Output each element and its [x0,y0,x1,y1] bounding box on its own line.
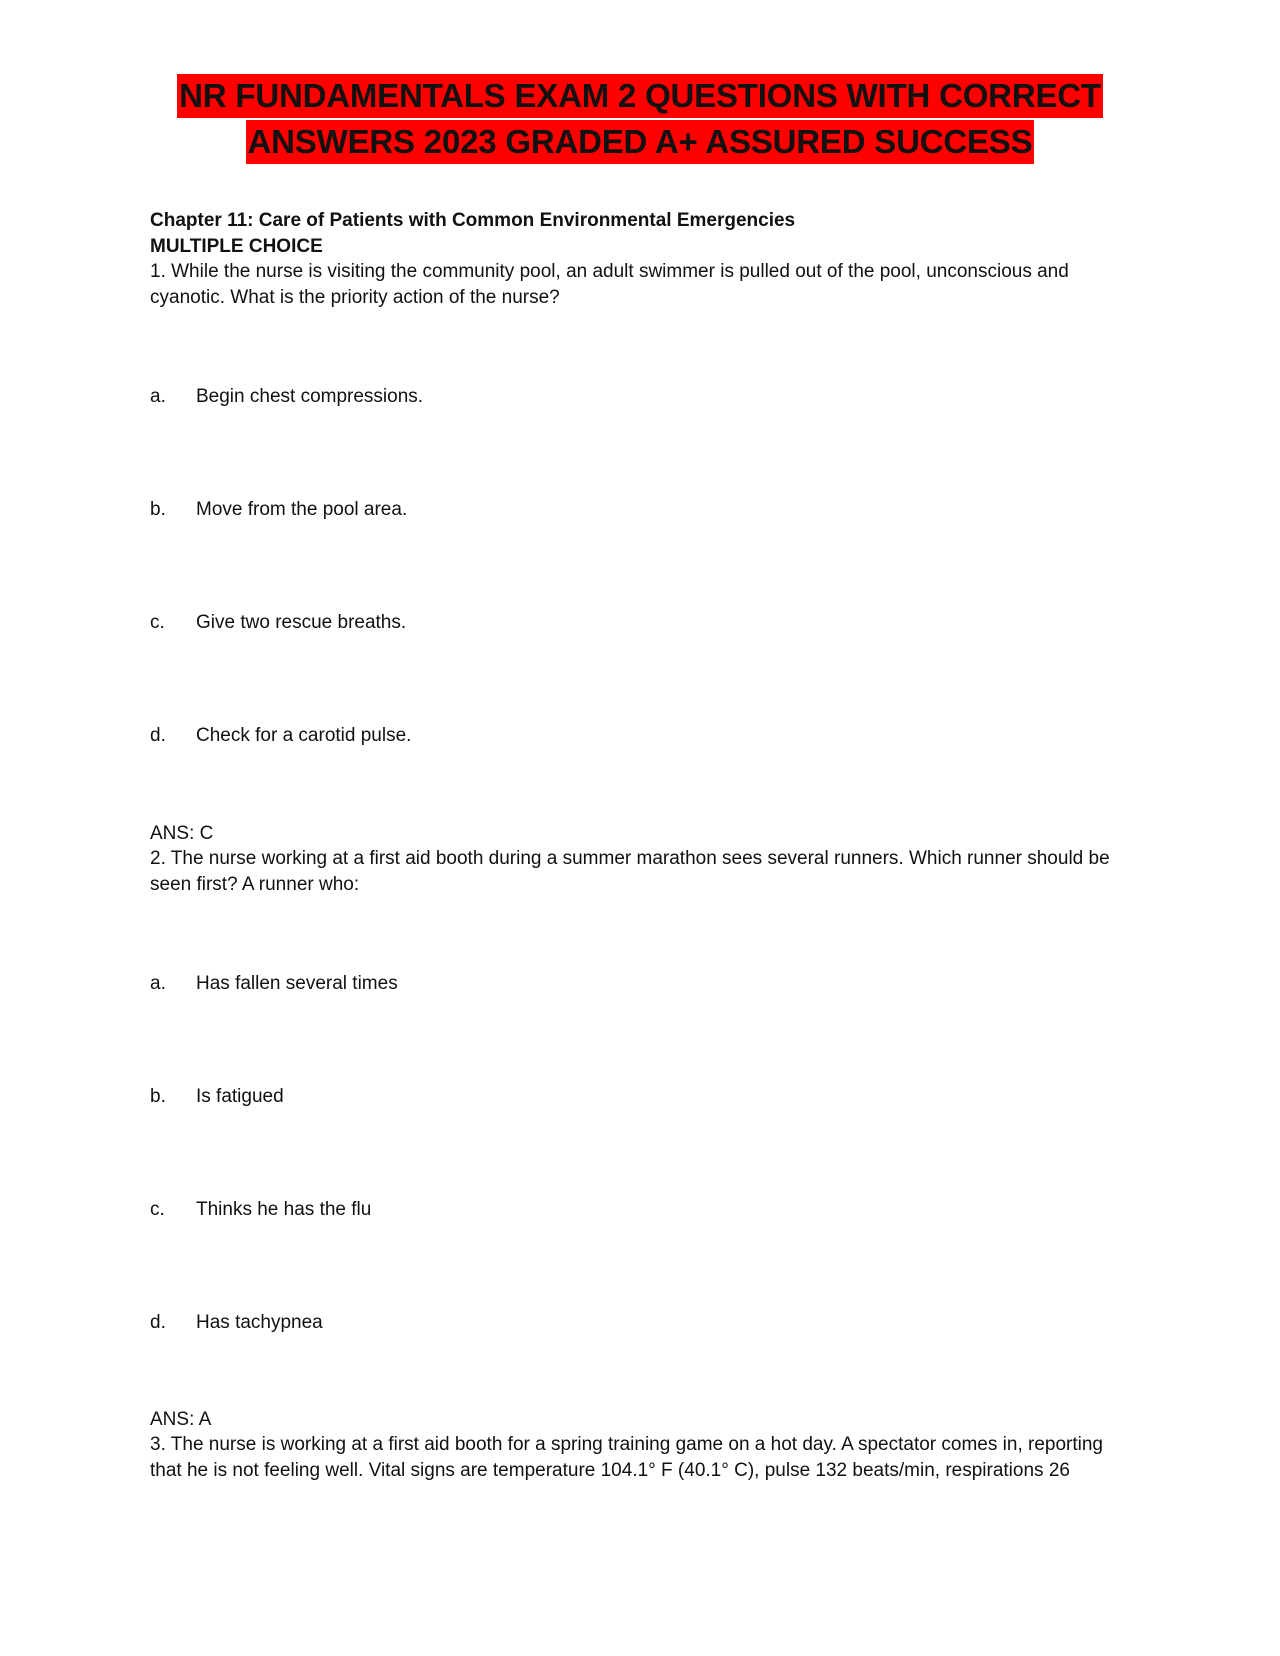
option-letter: a. [150,973,166,994]
option-letter: c. [150,1199,165,1220]
option-text: Has fallen several times [196,973,398,994]
option-text: Move from the pool area. [196,499,408,520]
question-1-option-a [150,384,423,410]
option-text: Check for a carotid pulse. [196,725,412,746]
document-title [0,74,1280,164]
question-2-option-c [150,1197,371,1223]
question-2-option-b [150,1084,284,1110]
question-1-option-c [150,610,406,636]
option-text: Begin chest compressions. [196,386,424,407]
title-line-2: ANSWERS 2023 GRADED A+ ASSURED SUCCESS [246,120,1035,164]
section-heading: MULTIPLE CHOICE [150,236,323,257]
option-text: Give two rescue breaths. [196,612,407,633]
option-letter: b. [150,499,166,520]
option-text: Thinks he has the flu [196,1199,372,1220]
option-letter: c. [150,612,165,633]
question-2-option-a [150,971,398,997]
option-letter: d. [150,725,166,746]
question-2-option-d [150,1310,323,1336]
option-text: Is fatigued [196,1086,284,1107]
question-2-stem: 2. The nurse working at a first aid booth during a summer marathon sees several runners. Which runner should be seen first? A runner who: [150,848,1110,895]
chapter-heading: Chapter 11: Care of Patients with Common Environmental Emergencies [150,210,796,231]
question-1-stem: 1. While the nurse is visiting the community pool, an adult swimmer is pulled out of the pool, unconscious and cyanotic. What is the priority action of the nurse? [150,261,1069,308]
option-text: Has tachypnea [196,1312,323,1333]
question-3-stem: 3. The nurse is working at a first aid booth for a spring training game on a hot day. A spectator comes in, reporting that he is not feeling well. Vital signs are temperature 104.1° F (40.1° C), pulse 132 beats/min, respirations 26 [150,1434,1103,1481]
title-line-1: NR FUNDAMENTALS EXAM 2 QUESTIONS WITH CORRECT [177,74,1103,118]
question-2-answer: ANS: A [150,1409,212,1430]
question-1-answer: ANS: C [150,823,214,844]
question-1-option-b [150,497,407,523]
option-letter: d. [150,1312,166,1333]
question-1-option-d [150,723,411,749]
option-letter: b. [150,1086,166,1107]
option-letter: a. [150,386,166,407]
